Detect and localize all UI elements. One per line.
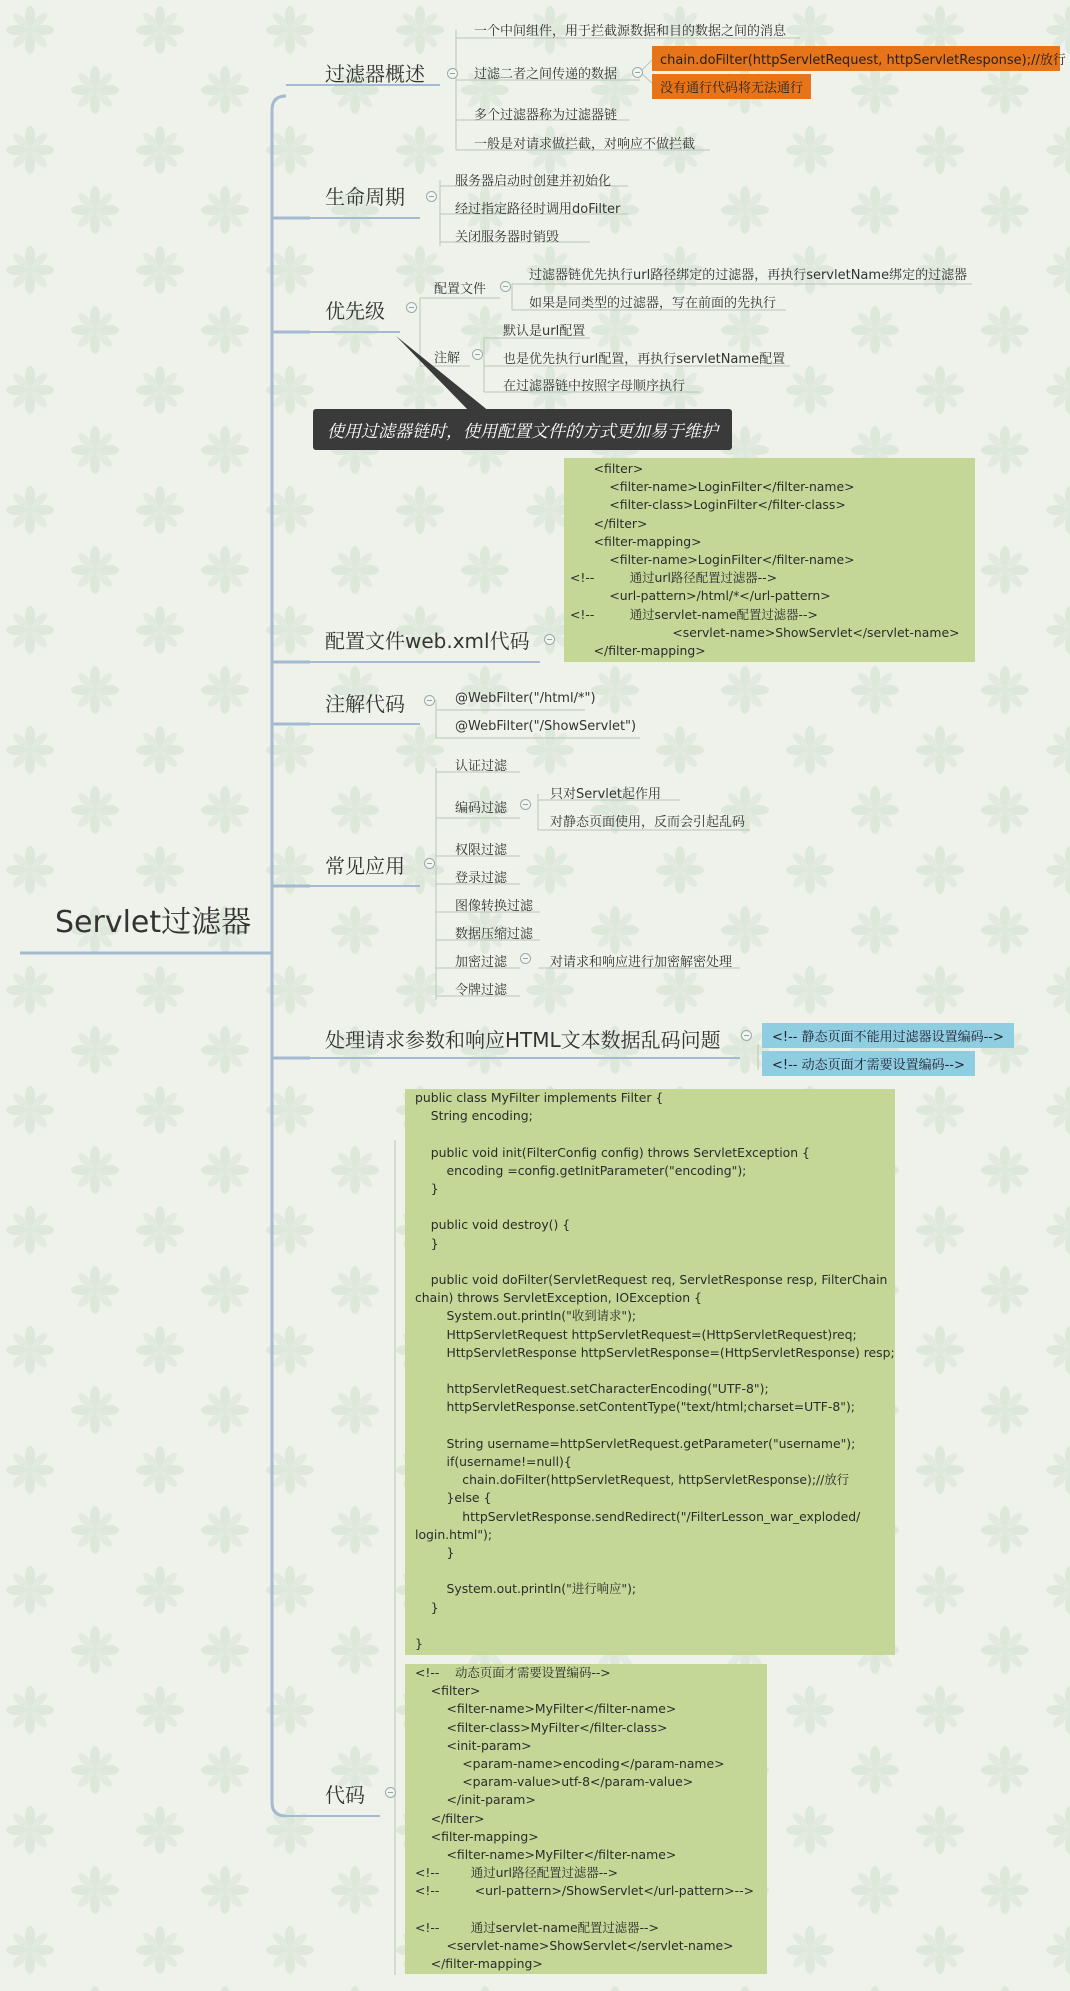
collapse-toggle-icon[interactable] — [424, 858, 435, 869]
collapse-toggle-icon[interactable] — [385, 1787, 396, 1798]
common-item: 令牌过滤 — [455, 983, 508, 998]
collapse-toggle-icon[interactable] — [406, 302, 417, 313]
collapse-toggle-icon[interactable] — [632, 67, 643, 78]
branch-lifecycle-title[interactable]: 生命周期 — [325, 185, 405, 209]
collapse-toggle-icon[interactable] — [447, 68, 458, 79]
collapse-toggle-icon[interactable] — [500, 281, 511, 292]
encrypt-child: 对请求和响应进行加密解密处理 — [550, 955, 733, 970]
priority-callout: 使用过滤器链时，使用配置文件的方式更加易于维护 — [313, 409, 732, 450]
common-item: 图像转换过滤 — [455, 899, 534, 914]
branch-code-title[interactable]: 代码 — [325, 1783, 365, 1807]
annotation-code-item: @WebFilter("/html/*") — [455, 691, 596, 706]
encoding-child: 对静态页面使用，反而会引起乱码 — [550, 815, 746, 830]
overview-item: 过滤二者之间传递的数据 — [474, 67, 618, 82]
collapse-toggle-icon[interactable] — [426, 191, 437, 202]
common-item: 数据压缩过滤 — [455, 927, 534, 942]
common-item: 认证过滤 — [455, 759, 508, 774]
branch-garbled-title[interactable]: 处理请求参数和响应HTML文本数据乱码问题 — [325, 1028, 721, 1052]
encoding-child: 只对Servlet起作用 — [550, 787, 661, 802]
garbled-tag-dynamic: <!-- 动态页面才需要设置编码--> — [762, 1051, 975, 1076]
common-item: 登录过滤 — [455, 871, 508, 886]
common-item: 加密过滤 — [455, 955, 508, 970]
branch-priority-title[interactable]: 优先级 — [325, 299, 385, 323]
priority-config-item: 如果是同类型的过滤器，写在前面的先执行 — [529, 296, 777, 311]
overview-item: 一个中间组件，用于拦截源数据和目的数据之间的消息 — [474, 24, 787, 39]
priority-annotation-label[interactable]: 注解 — [434, 351, 461, 366]
root-topic[interactable]: Servlet过滤器 — [55, 905, 252, 940]
lifecycle-item: 服务器启动时创建并初始化 — [455, 174, 612, 189]
lifecycle-item: 经过指定路径时调用doFilter — [455, 202, 621, 217]
overview-tag-block: 没有通行代码将无法通行 — [652, 74, 811, 99]
branch-overview-title[interactable]: 过滤器概述 — [325, 62, 425, 86]
overview-item: 多个过滤器称为过滤器链 — [474, 108, 618, 123]
xml-code-block: <!-- 动态页面才需要设置编码--> <filter> <filter-name>MyFilter</filter-name> <filter-class>MyFilter</filter-class> <init-param> <param-name>encoding</param-name> <param-value>utf-8</param-value> </init-param> </filter> <filter-mapping> <filter-name>MyFilter</filter-name> <!-- 通过url路径配置过滤器--> <!-- <url-pattern>/ShowServlet</url-pattern>--> <!-- 通过servlet-name配置过滤器--> <servlet-name>ShowServlet</servlet-name> </filter-mapping> — [405, 1664, 767, 1974]
garbled-tag-static: <!-- 静态页面不能用过滤器设置编码--> — [762, 1023, 1014, 1048]
overview-tag-pass: chain.doFilter(httpServletRequest, httpServletResponse);//放行 — [652, 46, 1060, 71]
lifecycle-item: 关闭服务器时销毁 — [455, 230, 560, 245]
common-item: 编码过滤 — [455, 801, 508, 816]
collapse-toggle-icon[interactable] — [424, 695, 435, 706]
collapse-toggle-icon[interactable] — [741, 1030, 752, 1041]
priority-annotation-item: 也是优先执行url配置，再执行servletName配置 — [503, 352, 786, 367]
overview-item: 一般是对请求做拦截，对响应不做拦截 — [474, 137, 696, 152]
priority-annotation-item: 在过滤器链中按照字母顺序执行 — [503, 379, 686, 394]
collapse-toggle-icon[interactable] — [544, 634, 555, 645]
branch-annotation-title[interactable]: 注解代码 — [325, 692, 405, 716]
branch-common-title[interactable]: 常见应用 — [325, 854, 405, 878]
webxml-code-block: <filter> <filter-name>LoginFilter</filter-name> <filter-class>LoginFilter</filter-class> </filter> <filter-mapping> <filter-name>LoginFilter</filter-name> <!-- 通过url路径配置过滤器--> <url-pattern>/html/*</url-pattern> <!-- 通过servlet-name配置过滤器--> <servlet-name>ShowServlet</servlet-name> </filter-mapping> — [564, 458, 975, 662]
collapse-toggle-icon[interactable] — [520, 953, 531, 964]
priority-annotation-item: 默认是url配置 — [503, 324, 586, 339]
priority-config-label[interactable]: 配置文件 — [434, 282, 487, 297]
collapse-toggle-icon[interactable] — [520, 799, 531, 810]
annotation-code-item: @WebFilter("/ShowServlet") — [455, 719, 637, 734]
common-item: 权限过滤 — [455, 843, 508, 858]
branch-webxml-title[interactable]: 配置文件web.xml代码 — [325, 629, 530, 653]
collapse-toggle-icon[interactable] — [472, 349, 483, 360]
priority-config-item: 过滤器链优先执行url路径绑定的过滤器，再执行servletName绑定的过滤器 — [529, 268, 968, 283]
java-code-block: public class MyFilter implements Filter { String encoding; public void init(FilterConfig config) throws ServletException { encoding =config.getInitParameter("encoding"); } public void destroy() { } public void doFilter(ServletRequest req, ServletResponse resp, FilterChain chain) throws ServletException, IOException { System.out.println("收到请求"); HttpServletRequest httpServletRequest=(HttpServletRequest)req; HttpServletResponse httpServletResponse=(HttpServletResponse) resp; httpServletRequest.setCharacterEncoding("UTF-8"); httpServletResponse.setContentType("text/html;charset=UTF-8"); String username=httpServletRequest.getParameter("username"); if(username!=null){ chain.doFilter(httpServletRequest, httpServletResponse);//放行 }else { httpServletResponse.sendRedirect("/FilterLesson_war_exploded/ login.html"); } System.out.println("进行响应"); } } — [405, 1089, 895, 1655]
